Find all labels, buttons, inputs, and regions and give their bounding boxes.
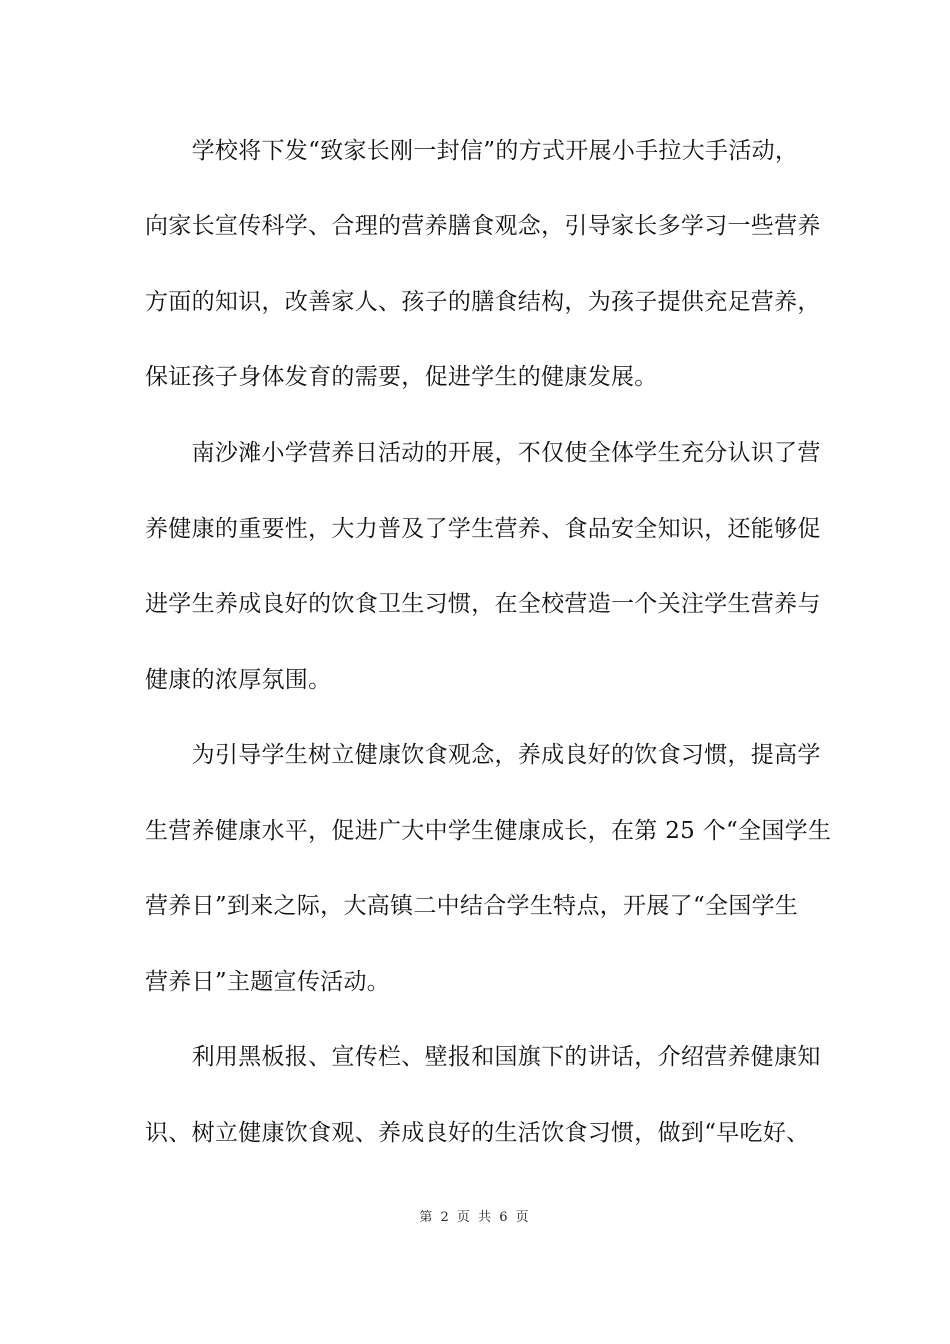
text-line: 利用黑板报、宣传栏、壁报和国旗下的讲话，介绍营养健康知: [145, 1044, 821, 1070]
text-line: 生营养健康水平，促进广大中学生健康成长，在第 25 个“全国学生: [145, 818, 832, 844]
text-line: 保证孩子身体发育的需要，促进学生的健康发展。: [145, 364, 658, 390]
text-line: 南沙滩小学营养日活动的开展，不仅使全体学生充分认识了营: [145, 440, 821, 466]
text-line: 健康的浓厚氛围。: [145, 667, 332, 693]
text-line: 进学生养成良好的饮食卫生习惯，在全校营造一个关注学生营养与: [145, 591, 821, 617]
text-line: 识、树立健康饮食观、养成良好的生活饮食习惯，做到“早吃好、: [145, 1120, 810, 1146]
text-line: 学校将下发“致家长刚一封信”的方式开展小手拉大手活动，: [145, 138, 799, 164]
text-line: 营养日”到来之际，大高镇二中结合学生特点，开展了“全国学生: [145, 893, 799, 919]
text-line: 养健康的重要性，大力普及了学生营养、食品安全知识，还能够促: [145, 516, 821, 542]
text-line: 方面的知识，改善家人、孩子的膳食结构，为孩子提供充足营养，: [145, 289, 821, 315]
text-line: 营养日”主题宣传活动。: [145, 969, 391, 995]
text-line: 为引导学生树立健康饮食观念，养成良好的饮食习惯，提高学: [145, 742, 821, 768]
page-number-footer: 第 2 页 共 6 页: [419, 1210, 531, 1225]
text-line: 向家长宣传科学、合理的营养膳食观念，引导家长多学习一些营养: [145, 213, 821, 239]
